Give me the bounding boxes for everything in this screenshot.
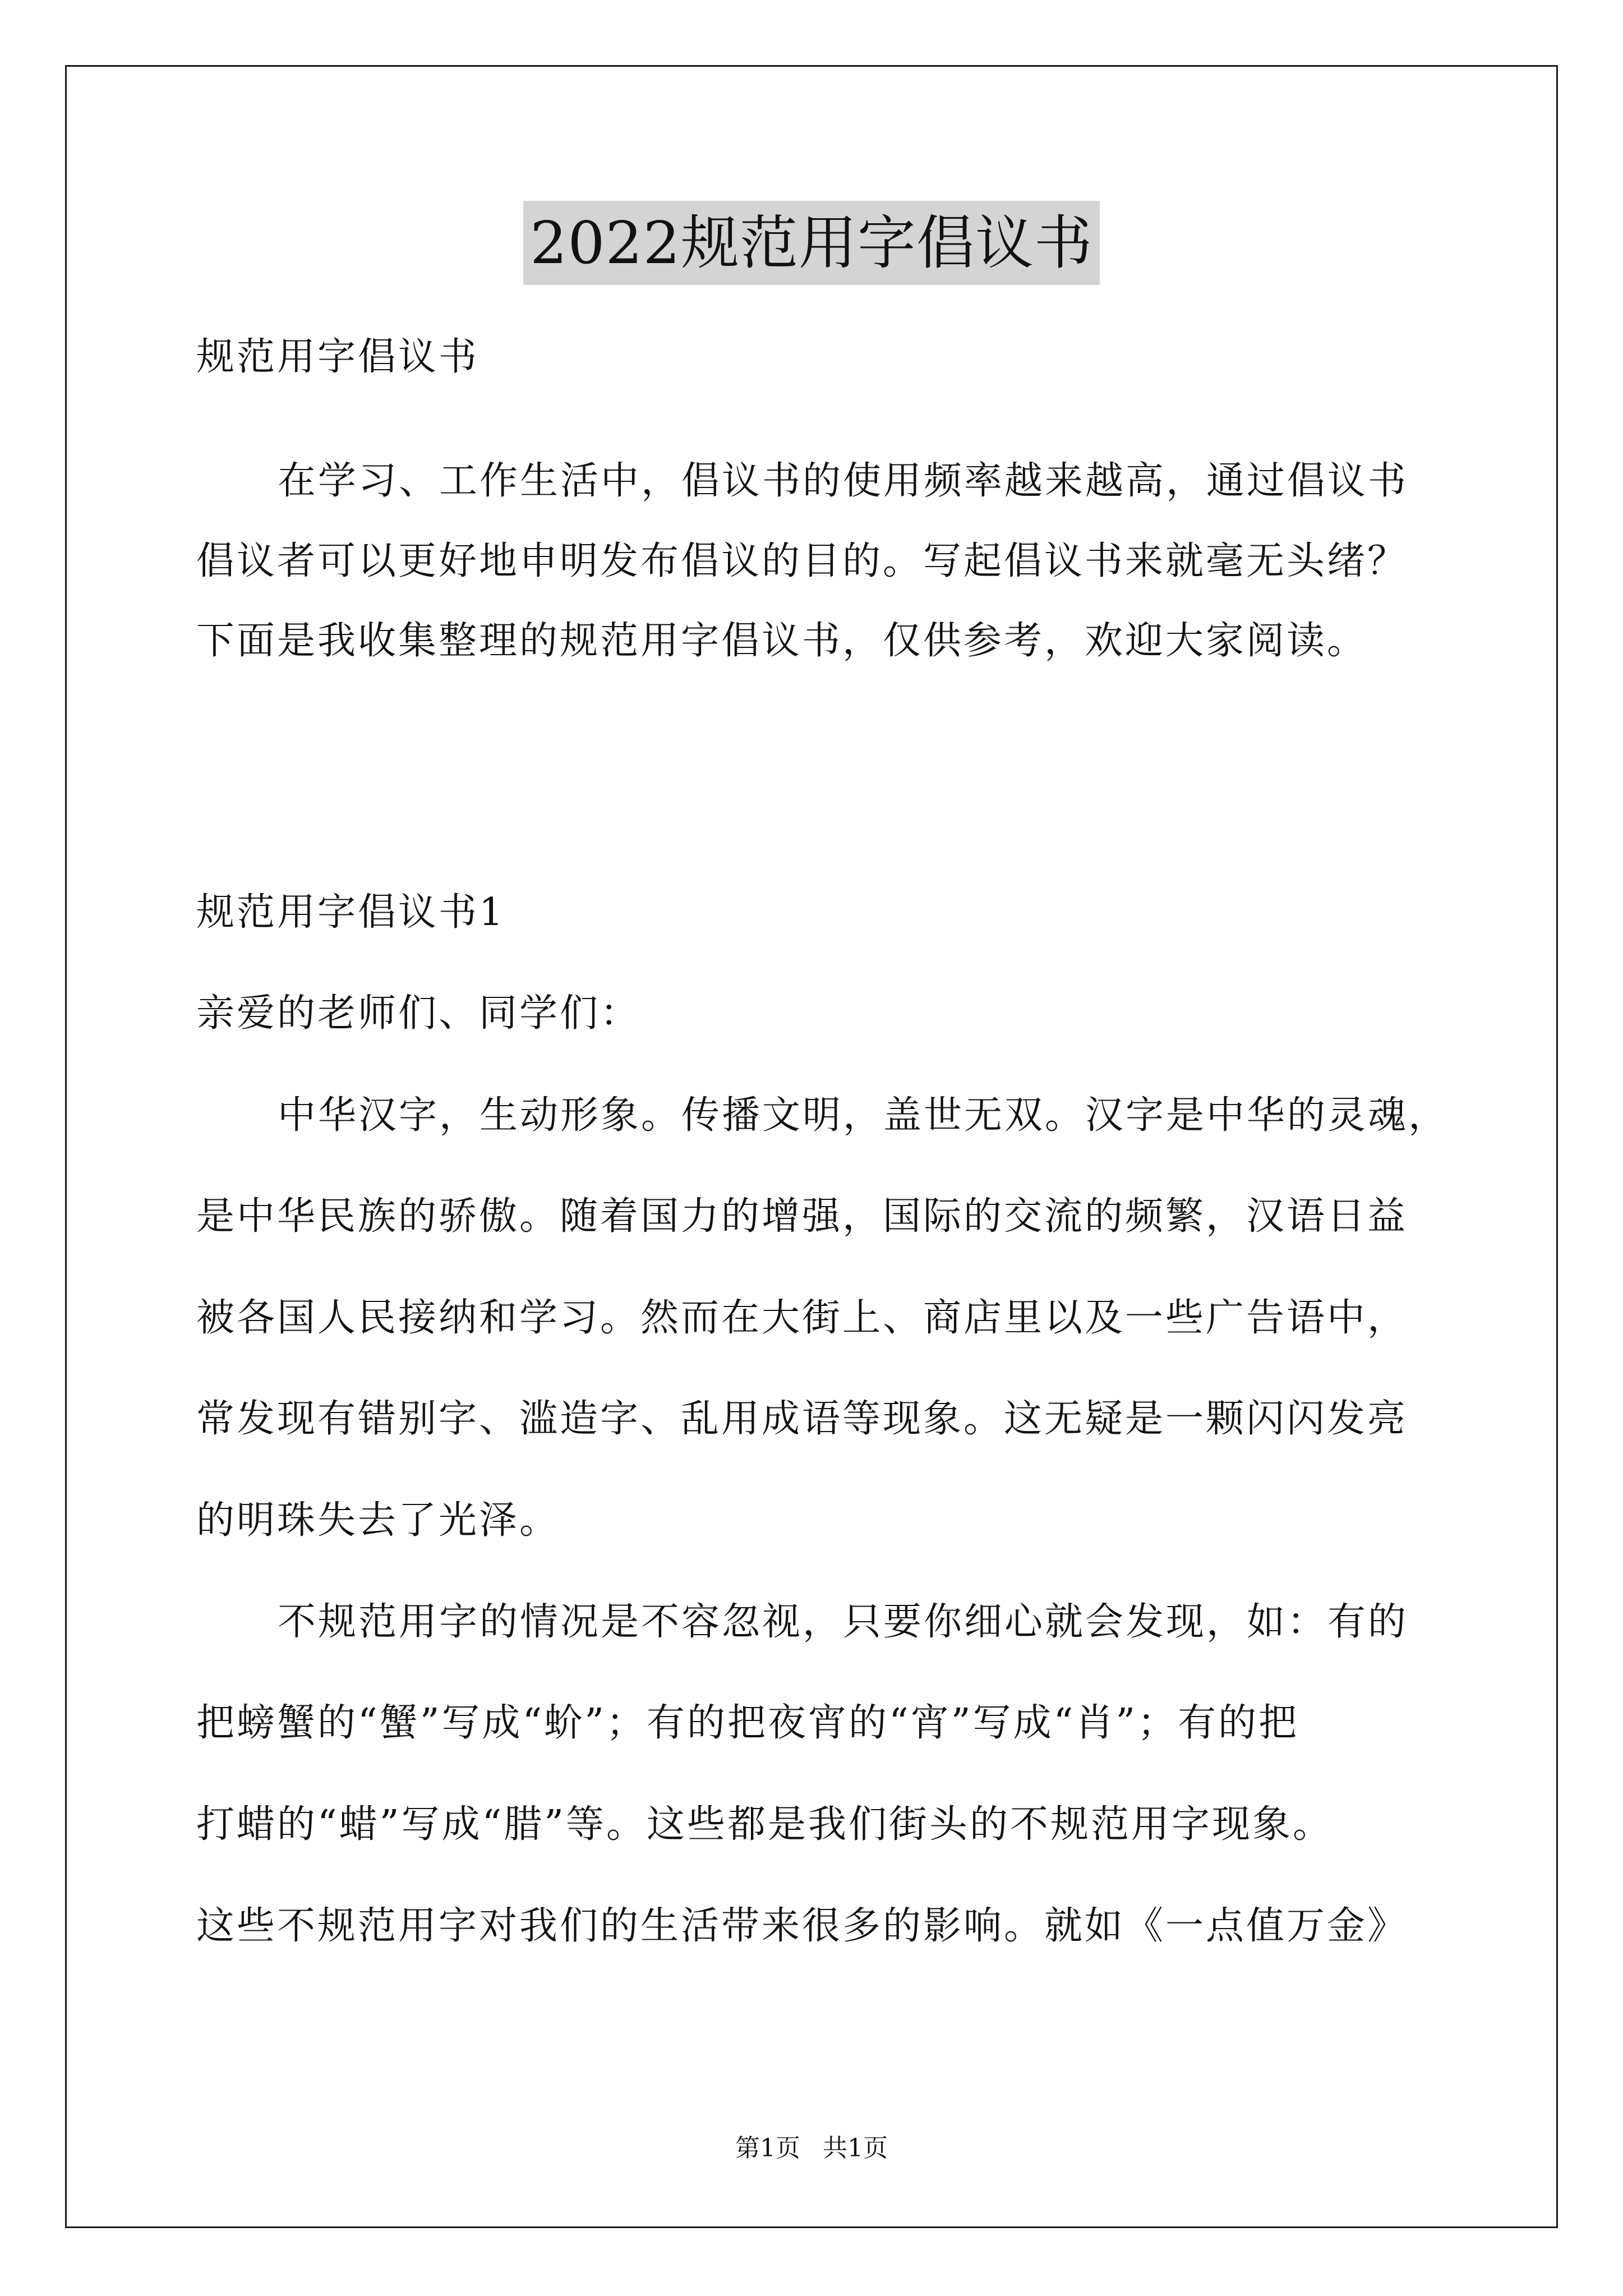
page-footer xyxy=(0,2132,1623,2165)
paragraph-line: 常发现有错别字、滥造字、乱用成语等现象。这无疑是一颗闪闪发亮 xyxy=(196,1397,1408,1441)
paragraph-line: 的明珠失去了光泽。 xyxy=(196,1498,560,1543)
page-total: 共1页 xyxy=(823,2134,888,2162)
paragraph-line: 下面是我收集整理的规范用字倡议书，仅供参考，欢迎大家阅读。 xyxy=(196,619,1368,663)
document-title: 2022规范用字倡议书 xyxy=(523,201,1100,285)
paragraph-line: 是中华民族的骄傲。随着国力的增强，国际的交流的频繁，汉语日益 xyxy=(196,1194,1408,1239)
paragraph-line: 在学习、工作生活中，倡议书的使用频率越来越高，通过倡议书 xyxy=(278,459,1409,503)
subtitle-line: 规范用字倡议书 xyxy=(196,335,479,379)
page-number: 第1页 xyxy=(735,2134,800,2162)
paragraph-line: 这些不规范用字对我们的生活带来很多的影响。就如《一点值万金》 xyxy=(196,1904,1408,1948)
salutation-line: 亲爱的老师们、同学们： xyxy=(196,991,641,1036)
paragraph-line: 把螃蟹的“蟹”写成“蚧”；有的把夜宵的“宵”写成“肖”；有的把 xyxy=(196,1701,1299,1745)
paragraph-line: 中华汉字，生动形象。传播文明，盖世无双。汉字是中华的灵魂， xyxy=(278,1093,1449,1138)
section-heading: 规范用字倡议书1 xyxy=(196,890,506,935)
paragraph-line: 被各国人民接纳和学习。然而在大街上、商店里以及一些广告语中， xyxy=(196,1296,1408,1340)
paragraph-line: 倡议者可以更好地申明发布倡议的目的。写起倡议书来就毫无头绪？ xyxy=(196,539,1408,583)
title-container xyxy=(0,201,1623,285)
paragraph-line: 不规范用字的情况是不容忽视，只要你细心就会发现，如：有的 xyxy=(278,1600,1409,1644)
paragraph-line: 打蜡的“蜡”写成“腊”等。这些都是我们街头的不规范用字现象。 xyxy=(196,1802,1334,1847)
